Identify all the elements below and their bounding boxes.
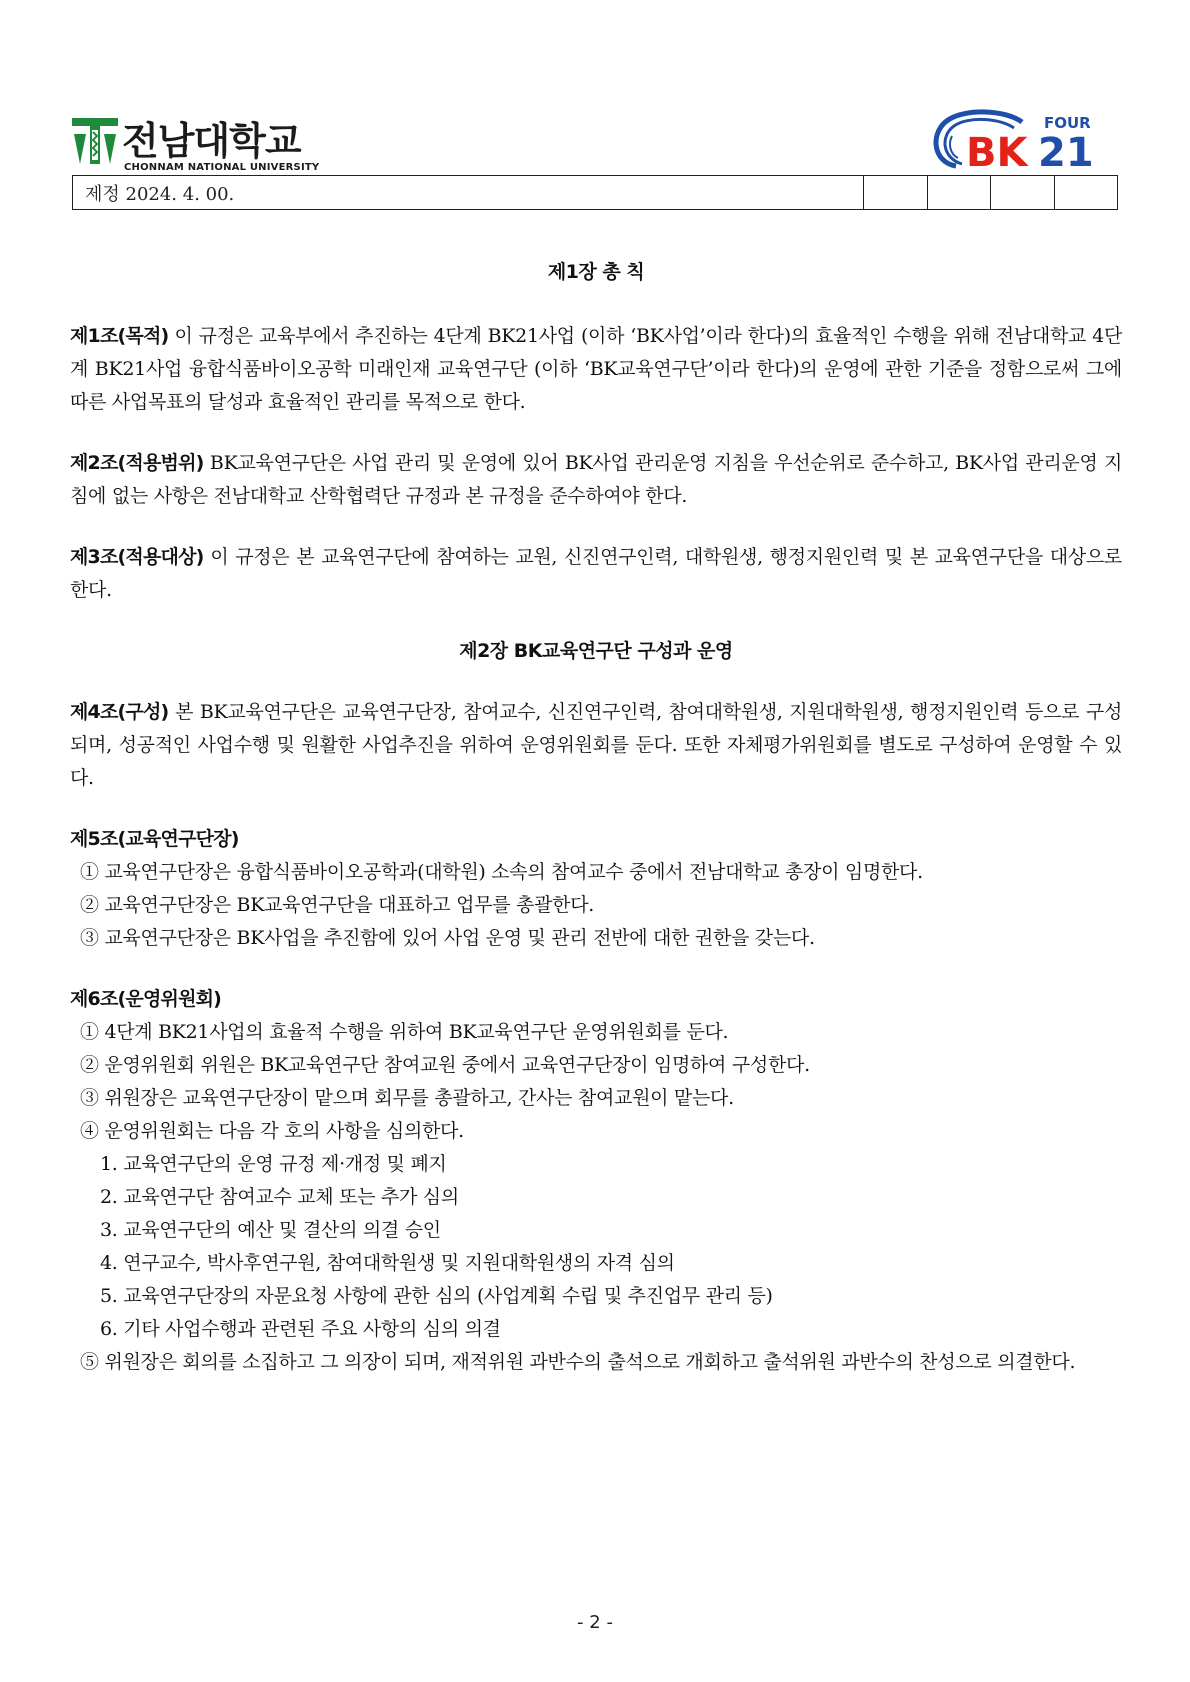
article-6-item-5: 5. 교육연구단장의 자문요청 사항에 관한 심의 (사업계획 수립 및 추진업무 관리 등) bbox=[100, 1285, 773, 1307]
article-1-text: 이 규정은 교육부에서 추진하는 4단계 BK21사업 (이하 ‘BK사업’이라 한다)의 효율적인 수행을 위해 전남대학교 4단계 BK21사업 융합식품바이오공학 미래인재 교육연구단 (이하 ‘BK교육연구단’이라 한다)의 운영에 관한 기준을 정함으로써 그에 따른 사업목표의 달성과 효율적인 관리를 목적으로 한다. bbox=[70, 325, 1122, 413]
page-header bbox=[70, 108, 1116, 174]
article-6-item-6: 6. 기타 사업수행과 관련된 주요 사항의 심의 의결 bbox=[100, 1318, 501, 1340]
article-4-title: 제4조(구성) bbox=[70, 701, 169, 723]
article-6-item-4: 4. 연구교수, 박사후연구원, 참여대학원생 및 지원대학원생의 자격 심의 bbox=[100, 1252, 675, 1274]
revision-cell bbox=[1054, 176, 1117, 210]
article-6-clause-4: ④ 운영위원회는 다음 각 호의 사항을 심의한다. bbox=[80, 1120, 464, 1142]
article-4 bbox=[70, 696, 1122, 795]
table-row bbox=[73, 176, 1118, 210]
article-3-text: 이 규정은 본 교육연구단에 참여하는 교원, 신진연구인력, 대학원생, 행정지원인력 및 본 교육연구단을 대상으로 한다. bbox=[70, 546, 1122, 601]
bk-logo-bk: BK bbox=[966, 130, 1028, 174]
chapter-1-title: 제1장 총 칙 bbox=[547, 261, 645, 283]
article-4-text: 본 BK교육연구단은 교육연구단장, 참여교수, 신진연구인력, 참여대학원생, 지원대학원생, 행정지원인력 등으로 구성되며, 성공적인 사업수행 및 원활한 사업추진을 위하여 운영위원회를 둔다. 또한 자체평가위원회를 별도로 구성하여 운영할 수 있다. bbox=[70, 701, 1122, 789]
article-6-clause-3: ③ 위원장은 교육연구단장이 맡으며 회무를 총괄하고, 간사는 참여교원이 맡는다. bbox=[80, 1087, 734, 1109]
article-3 bbox=[70, 541, 1122, 607]
university-logo bbox=[70, 114, 330, 174]
article-6-clause-5: ⑤ 위원장은 회의를 소집하고 그 의장이 되며, 재적위원 과반수의 출석으로 개회하고 출석위원 과반수의 찬성으로 의결한다. bbox=[80, 1351, 1076, 1373]
bk-logo-four: FOUR bbox=[1044, 114, 1091, 132]
article-5-title: 제5조(교육연구단장) bbox=[70, 828, 239, 850]
article-5-clause-3: ③ 교육연구단장은 BK사업을 추진함에 있어 사업 운영 및 관리 전반에 대한 권한을 갖는다. bbox=[80, 927, 815, 949]
chapter-2-title: 제2장 BK교육연구단 구성과 운영 bbox=[459, 640, 733, 662]
article-5-clause-2: ② 교육연구단장은 BK교육연구단을 대표하고 업무를 총괄한다. bbox=[80, 894, 594, 916]
article-6-item-2: 2. 교육연구단 참여교수 교체 또는 추가 심의 bbox=[100, 1186, 459, 1208]
article-6-item-1: 1. 교육연구단의 운영 규정 제·개정 및 폐지 bbox=[100, 1153, 447, 1175]
article-6-title: 제6조(운영위원회) bbox=[70, 988, 222, 1010]
article-2-text: BK교육연구단은 사업 관리 및 운영에 있어 BK사업 관리운영 지침을 우선순위로 준수하고, BK사업 관리운영 지침에 없는 사항은 전남대학교 산학협력단 규정과 본 규정을 준수하여야 한다. bbox=[70, 452, 1122, 507]
article-1-title: 제1조(목적) bbox=[70, 325, 169, 347]
revision-cell bbox=[927, 176, 990, 210]
article-2-title: 제2조(적용범위) bbox=[70, 452, 204, 474]
university-emblem-icon bbox=[70, 114, 120, 168]
article-5-clause-1: ① 교육연구단장은 융합식품바이오공학과(대학원) 소속의 참여교수 중에서 전남대학교 총장이 임명한다. bbox=[80, 861, 923, 883]
article-6-clause-1: ① 4단계 BK21사업의 효율적 수행을 위하여 BK교육연구단 운영위원회를 둔다. bbox=[80, 1021, 729, 1043]
revision-cell bbox=[991, 176, 1054, 210]
revision-history-table bbox=[72, 175, 1118, 210]
article-3-title: 제3조(적용대상) bbox=[70, 546, 204, 568]
article-1 bbox=[70, 320, 1122, 419]
university-name-en: CHONNAM NATIONAL UNIVERSITY bbox=[124, 162, 320, 173]
article-6-item-3: 3. 교육연구단의 예산 및 결산의 의결 승인 bbox=[100, 1219, 441, 1241]
bk-logo-21: 21 bbox=[1038, 130, 1094, 174]
regulation-body bbox=[70, 256, 1122, 1379]
revision-cell-enactment: 제정 2024. 4. 00. bbox=[73, 176, 864, 210]
article-2 bbox=[70, 447, 1122, 513]
revision-cell bbox=[864, 176, 927, 210]
article-6-clause-2: ② 운영위원회 위원은 BK교육연구단 참여교원 중에서 교육연구단장이 임명하여 구성한다. bbox=[80, 1054, 810, 1076]
page-number: - 2 - bbox=[577, 1612, 613, 1633]
bk21-four-logo bbox=[926, 108, 1116, 174]
university-name: 전남대학교 bbox=[122, 119, 301, 163]
